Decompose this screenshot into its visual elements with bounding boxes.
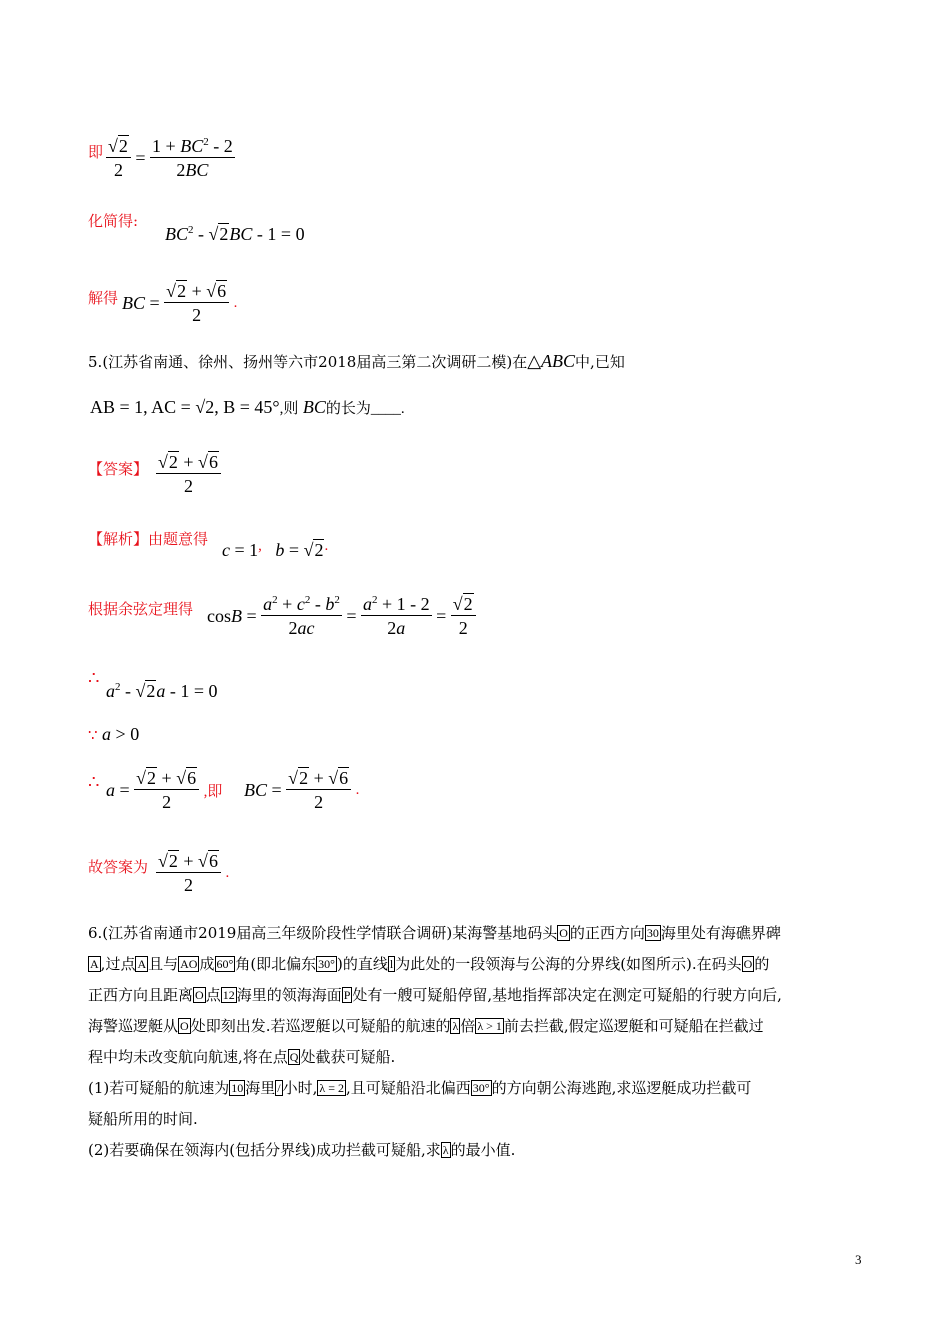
equation-a-value: a = $\frac{√2 + √6}{2}$ ,即 [106,768,223,812]
final-answer-value: $\frac{√2 + √6}{2}$ . [158,851,230,895]
problem6-line4: 海警巡逻艇从 O 处即刻出发.若巡逻艇以可疑船的航速的 λ 倍 λ > 1 前去拦截,假定巡逻艇和可疑船在拦截过 [88,1017,764,1035]
final-answer-label: 故答案为 [88,858,149,876]
equation-cosine-substituted: $\frac{√2}{2}$ = $\frac{1 + BC^2 - 2}{2BC}$ [108,136,233,180]
problem6-text [88,918,868,1166]
problem6-line2: A ,过点 A 且与 AO 成 60° 角(即北偏东 30° )的直线 l 为此处的一段领海与公海的分界线(如图所示).在码头 O 的 [90,955,770,973]
answer-tag: 【答案】 [88,460,149,478]
problem6-question2: (2)若要确保在领海内(包括分界线)成功拦截可疑船,求 λ 的最小值. [88,1141,516,1159]
problem5-given: AB = 1, AC = √2, B = 45°,则 BC的长为____. [90,397,405,417]
answer-value: $\frac{√2 + √6}{2}$ [156,452,221,497]
huajian-label: 化简得: [88,212,139,230]
analysis-label: 【解析】由题意得 [88,530,209,548]
equation-simplified: $BC^2 - √2BC - 1 = 0$ [165,224,305,244]
problem6-question1-cont: 疑船所用的时间. [88,1110,198,1128]
page-number: 3 [855,1252,862,1267]
equation-cosB: cosB = $\frac{a^2 + c^2 - b^2}{2ac}$ = $\frac{a^2 + 1 - 2}{2a}$ = $\frac{√2}{2}$ [207,594,476,639]
law-of-cosines-label: 根据余弦定理得 [88,600,194,618]
problem6-question1: (1)若可疑船的航速为 10 海里 / 小时, λ = 2 ,且可疑船沿北偏西 30° 的方向朝公海逃跑,求巡逻艇成功拦截可 [88,1079,752,1097]
problem6-line3: 正西方向且距离 O 点 12 海里的领海海面 P 处有一艘可疑船停留,基地指挥部决定在测定可疑船的行驶方向后, [88,986,782,1004]
because-a-positive: ∵ a > 0 [88,724,140,744]
equation-bc-solution: BC = $\frac{√2 + √6}{2}$ . [122,281,238,325]
therefore-symbol-2: ∴ [88,772,100,793]
ji-label: 即 [88,143,104,161]
given-c-b: c = 1, b = √2. [222,538,329,560]
therefore-symbol-1: ∴ [88,668,100,689]
problem6-line1: 6.(江苏省南通市2019届高三年级阶段性学情联合调研)某海警基地码头 O 的正西方向 30 海里处有海礁界碑 [88,924,781,942]
equation-quadratic-a: $a^2 - √2a - 1 = 0$ [106,681,218,701]
jiede-label: 解得 [88,289,119,307]
problem6-line5: 程中均未改变航向航速,将在点 Q 处截获可疑船. [88,1048,396,1066]
equation-bc-value: BC = $\frac{√2 + √6}{2}$ . [244,768,360,812]
problem5-header: 5.(江苏省南通、徐州、扬州等六市2018届高三第二次调研二模)在△ABC中,已知 [88,351,625,371]
